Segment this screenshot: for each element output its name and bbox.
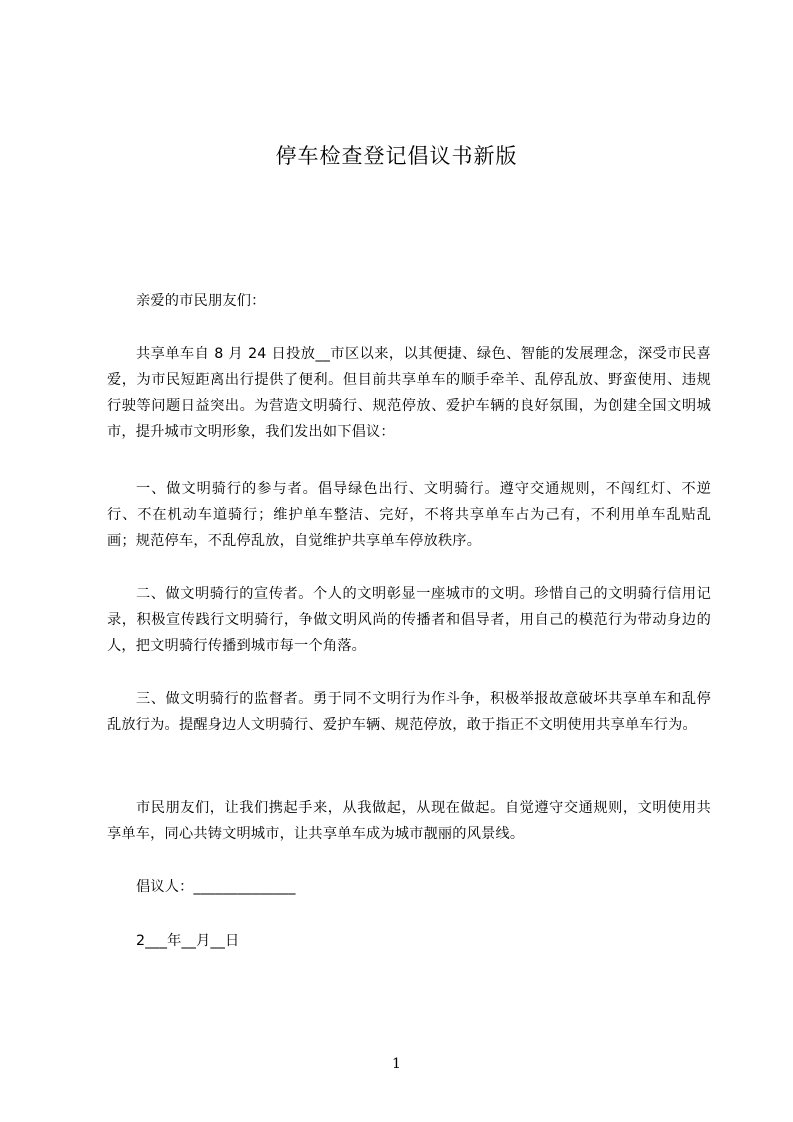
paragraph-promoter: 二、做文明骑行的宣传者。个人的文明彰显一座城市的文明。珍惜自己的文明骑行信用记录，积极宣传践行文明骑行，争做文明风尚的传播者和倡导者，用自己的模范行为带动身边的人，把文明骑行传播到城市每一个角落。 <box>107 586 711 654</box>
signer-line: 倡议人：______________ <box>136 879 296 895</box>
paragraph-closing: 市民朋友们，让我们携起手来，从我做起，从现在做起。自觉遵守交通规则，文明使用共享单车，同心共铸文明城市，让共享单车成为城市靓丽的风景线。 <box>107 800 711 842</box>
salutation: 亲爱的市民朋友们： <box>136 293 266 309</box>
paragraph-intro: 共享单车自 8 月 24 日投放__市区以来，以其便捷、绿色、智能的发展理念，深受市民喜爱，为市民短距离出行提供了便利。但目前共享单车的顺手牵羊、乱停乱放、野蛮使用、违规行驶等问题日益突出。为营造文明骑行、规范停放、爱护车辆的良好氛围，为创建全国文明城市，提升城市文明形象，我们发出如下倡议： <box>107 346 711 440</box>
paragraph-participant: 一、做文明骑行的参与者。倡导绿色出行、文明骑行。遵守交通规则，不闯红灯、不逆行、不在机动车道骑行；维护单车整洁、完好，不将共享单车占为己有，不利用单车乱贴乱画；规范停车，不乱停乱放，自觉维护共享单车停放秩序。 <box>107 481 711 549</box>
page-number: 1 <box>392 1056 401 1072</box>
date-line: 2___年__月__日 <box>136 933 240 949</box>
document-title: 停车检查登记倡议书新版 <box>275 144 518 168</box>
paragraph-supervisor: 三、做文明骑行的监督者。勇于同不文明行为作斗争，积极举报故意破坏共享单车和乱停乱放行为。提醒身边人文明骑行、爱护车辆、规范停放，敢于指正不文明使用共享单车行为。 <box>107 691 711 733</box>
